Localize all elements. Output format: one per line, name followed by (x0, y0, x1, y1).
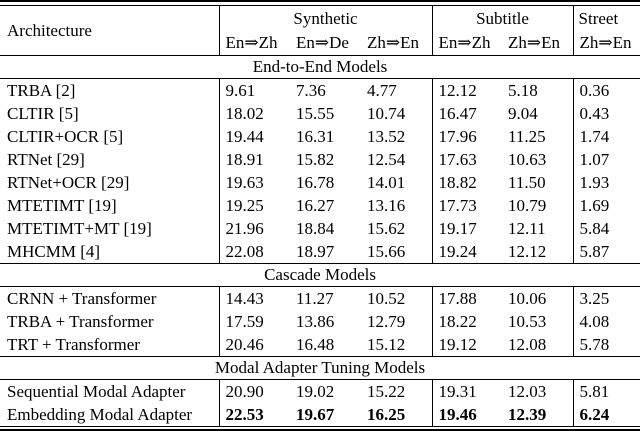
section-title: End-to-End Models (0, 56, 640, 79)
value-cell: 10.52 (367, 288, 406, 308)
column-group-street: Street (573, 6, 640, 32)
value-cell: 10.63 (508, 149, 547, 169)
value-cell: 16.48 (296, 334, 335, 354)
value-cell: 9.04 (508, 103, 538, 123)
value-cell: 12.12 (432, 79, 502, 103)
subcolumn-header: En⇒De (290, 31, 361, 56)
value-cell: 4.08 (573, 310, 640, 333)
value-cell: 19.44 (219, 125, 290, 148)
table-row (0, 148, 640, 171)
value-cell: 3.25 (573, 287, 640, 311)
value-cell: 15.82 (296, 149, 335, 169)
table-row (0, 310, 640, 333)
value-cell: 18.02 (219, 102, 290, 125)
value-cell: 18.91 (219, 148, 290, 171)
value-cell: 12.08 (508, 334, 547, 354)
value-cell: 16.78 (296, 172, 335, 192)
value-cell: 18.22 (432, 310, 502, 333)
value-cell: 14.43 (219, 287, 290, 311)
value-cell: 6.24 (573, 403, 640, 427)
value-cell: 20.90 (219, 380, 290, 404)
value-cell: 15.62 (367, 218, 406, 238)
value-cell: 19.02 (296, 381, 335, 401)
value-cell: 10.74 (367, 103, 406, 123)
value-cell: 10.06 (508, 288, 547, 308)
value-cell: 15.66 (367, 241, 406, 261)
architecture-cell: TRT + Transformer (7, 334, 140, 354)
value-cell: 14.01 (367, 172, 406, 192)
value-cell: 5.78 (573, 333, 640, 357)
value-cell: 16.25 (367, 404, 406, 424)
architecture-cell: MHCMM [4] (7, 241, 101, 261)
value-cell: 18.84 (296, 218, 335, 238)
value-cell: 1.93 (573, 171, 640, 194)
architecture-cell: CLTIR+OCR [5] (7, 126, 124, 146)
value-cell: 17.88 (432, 287, 502, 311)
value-cell: 10.79 (508, 195, 547, 215)
value-cell: 15.12 (367, 334, 406, 354)
value-cell: 1.69 (573, 194, 640, 217)
architecture-cell: MTETIMT+MT [19] (7, 218, 152, 238)
subcolumn-header: Zh⇒En (361, 31, 432, 56)
table-row (0, 217, 640, 240)
value-cell: 19.67 (296, 404, 335, 424)
value-cell: 17.59 (219, 310, 290, 333)
value-cell: 21.96 (219, 217, 290, 240)
value-cell: 12.54 (367, 149, 406, 169)
value-cell: 4.77 (367, 80, 397, 100)
value-cell: 15.55 (296, 103, 335, 123)
value-cell: 11.25 (508, 126, 546, 146)
table-row (0, 287, 640, 311)
value-cell: 13.86 (296, 311, 335, 331)
value-cell: 9.61 (219, 79, 290, 103)
value-cell: 5.87 (573, 240, 640, 264)
value-cell: 12.11 (508, 218, 546, 238)
table-row (0, 194, 640, 217)
value-cell: 0.36 (573, 79, 640, 103)
section-title-row (0, 264, 640, 287)
value-cell: 19.46 (432, 403, 502, 427)
value-cell: 0.43 (573, 102, 640, 125)
value-cell: 11.27 (296, 288, 334, 308)
architecture-cell: Embedding Modal Adapter (7, 404, 193, 424)
table-row (0, 380, 640, 404)
table-row (0, 333, 640, 357)
column-group-synthetic: Synthetic (219, 6, 432, 32)
value-cell: 15.22 (367, 381, 406, 401)
value-cell: 19.31 (432, 380, 502, 404)
architecture-cell: Sequential Modal Adapter (7, 381, 186, 401)
value-cell: 19.17 (432, 217, 502, 240)
value-cell: 5.84 (573, 217, 640, 240)
subcolumn-header: En⇒Zh (432, 31, 502, 56)
architecture-cell: RTNet [29] (7, 149, 85, 169)
value-cell: 12.79 (367, 311, 406, 331)
architecture-cell: TRBA [2] (7, 80, 76, 100)
value-cell: 12.03 (508, 381, 547, 401)
value-cell: 10.53 (508, 311, 547, 331)
architecture-cell: RTNet+OCR [29] (7, 172, 130, 192)
value-cell: 19.63 (219, 171, 290, 194)
value-cell: 17.73 (432, 194, 502, 217)
value-cell: 12.12 (508, 241, 547, 261)
value-cell: 22.53 (219, 403, 290, 427)
section-title: Cascade Models (0, 264, 640, 287)
value-cell: 11.50 (508, 172, 546, 192)
architecture-column-header: Architecture (0, 6, 219, 56)
value-cell: 19.24 (432, 240, 502, 264)
value-cell: 1.07 (573, 148, 640, 171)
subcolumn-header: Zh⇒En (573, 31, 640, 56)
value-cell: 18.97 (296, 241, 335, 261)
value-cell: 1.74 (573, 125, 640, 148)
value-cell: 5.18 (508, 80, 538, 100)
value-cell: 16.27 (296, 195, 335, 215)
architecture-cell: CRNN + Transformer (7, 288, 157, 308)
value-cell: 5.81 (573, 380, 640, 404)
table-row (0, 240, 640, 264)
table-row (0, 79, 640, 103)
table-row (0, 125, 640, 148)
section-title-row (0, 357, 640, 380)
value-cell: 17.63 (432, 148, 502, 171)
value-cell: 16.31 (296, 126, 335, 146)
subcolumn-header: En⇒Zh (219, 31, 290, 56)
value-cell: 12.39 (508, 404, 547, 424)
architecture-cell: CLTIR [5] (7, 103, 79, 123)
table-row (0, 171, 640, 194)
column-group-subtitle: Subtitle (432, 6, 573, 32)
value-cell: 16.47 (432, 102, 502, 125)
section-title: Modal Adapter Tuning Models (0, 357, 640, 380)
architecture-cell: MTETIMT [19] (7, 195, 117, 215)
value-cell: 13.16 (367, 195, 406, 215)
table-row (0, 102, 640, 125)
results-table (0, 5, 640, 427)
value-cell: 19.25 (219, 194, 290, 217)
table-row-best (0, 403, 640, 427)
value-cell: 17.96 (432, 125, 502, 148)
value-cell: 19.12 (432, 333, 502, 357)
value-cell: 20.46 (219, 333, 290, 357)
value-cell: 18.82 (432, 171, 502, 194)
value-cell: 22.08 (219, 240, 290, 264)
section-title-row (0, 56, 640, 79)
subcolumn-header: Zh⇒En (502, 31, 573, 56)
architecture-cell: TRBA + Transformer (7, 311, 154, 331)
value-cell: 7.36 (296, 80, 326, 100)
group-header-row (0, 6, 640, 32)
value-cell: 13.52 (367, 126, 406, 146)
